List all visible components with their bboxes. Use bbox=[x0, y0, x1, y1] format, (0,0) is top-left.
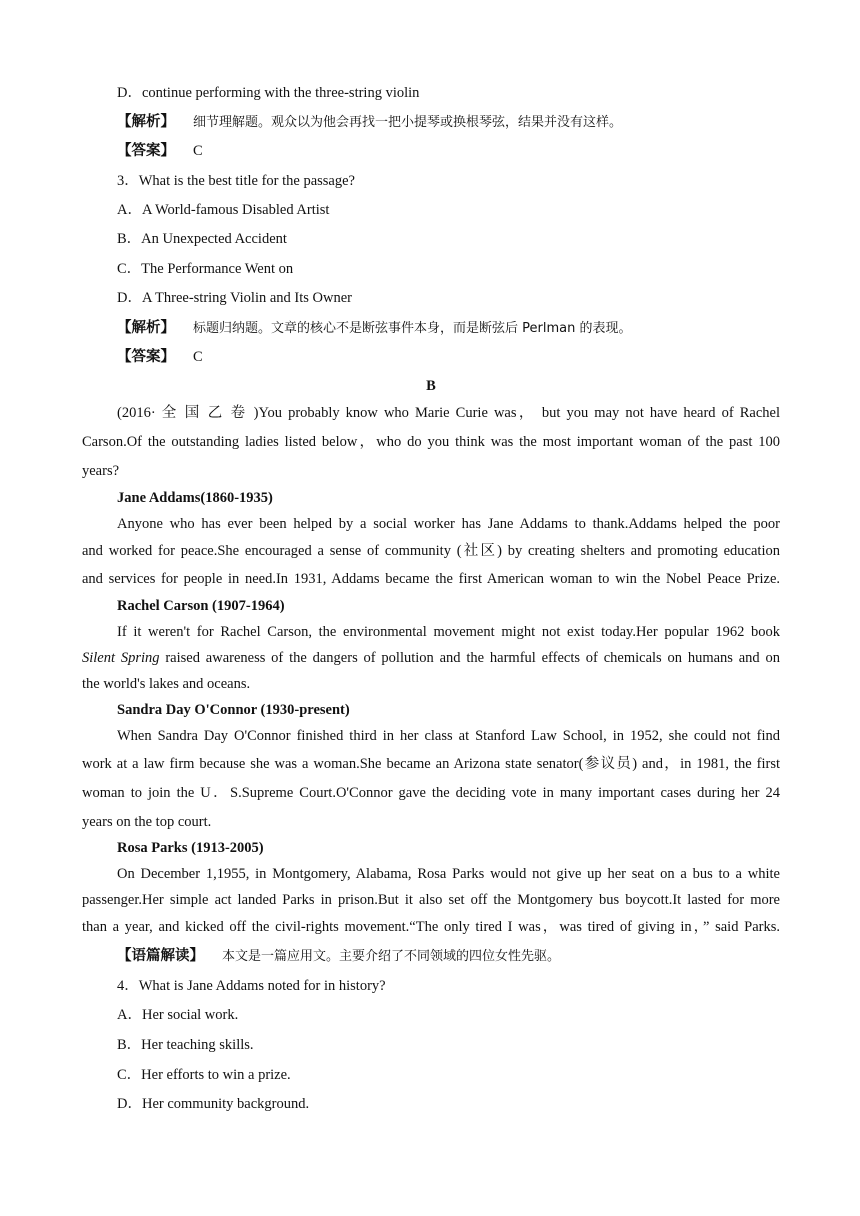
q2-option-d: D．continue performing with the three-string violin bbox=[117, 85, 420, 101]
oconnor-line-3: woman to join the U．S.Supreme Court.O'Connor gave the deciding vote in many important cases during her 24 bbox=[82, 785, 780, 801]
parks-line-2: passenger.Her simple act landed Parks in prison.But it also set off the Montgomery bus boycott.It lasted for more bbox=[82, 892, 780, 908]
answer-value: C bbox=[193, 143, 203, 159]
oconnor-line-2: work at a law firm because she was a woman.She became an Arizona state senator(参议员) and，in 1981, the first bbox=[82, 756, 780, 772]
reading-text: 本文是一篇应用文。主要介绍了不同领域的四位女性先驱。 bbox=[222, 949, 561, 964]
oconnor-line-4: years on the top court. bbox=[82, 814, 212, 830]
analysis-label: 【解析】 bbox=[117, 114, 175, 130]
analysis-text: 标题归纳题。文章的核心不是断弦事件本身，而是断弦后 Perlman 的表现。 bbox=[193, 321, 632, 336]
q4-option-d: D．Her community background. bbox=[117, 1096, 310, 1112]
q3-answer bbox=[117, 347, 203, 367]
reading-label: 【语篇解读】 bbox=[117, 948, 204, 964]
q4-option-b: B．Her teaching skills. bbox=[117, 1037, 254, 1053]
carson-line-1: If it weren't for Rachel Carson, the environmental movement might not exist today.Her popular 1962 book bbox=[117, 624, 780, 640]
addams-line-2: and worked for peace.She encouraged a sense of community (社区) by creating shelters and promoting education bbox=[82, 543, 780, 559]
woman-name-parks: Rosa Parks (1913-2005) bbox=[117, 840, 264, 856]
q4-option-a: A．Her social work. bbox=[117, 1007, 239, 1023]
q3-option-a: A．A World-famous Disabled Artist bbox=[117, 202, 330, 218]
addams-line-3: and services for people in need.In 1931, Addams became the first American woman to win the Nobel Peace Prize. bbox=[82, 571, 780, 587]
woman-name-addams: Jane Addams(1860-1935) bbox=[117, 490, 273, 506]
intro-line-2: Carson.Of the outstanding ladies listed below，who do you think was the most important woman of the past 100 bbox=[82, 434, 780, 450]
oconnor-line-1: When Sandra Day O'Connor finished third in her class at Stanford Law School, in 1952, she could not find bbox=[117, 728, 780, 744]
q3-option-d: D．A Three-string Violin and Its Owner bbox=[117, 290, 352, 306]
q2-analysis bbox=[117, 112, 622, 133]
carson-line-3: the world's lakes and oceans. bbox=[82, 676, 251, 692]
section-heading: B bbox=[426, 378, 436, 394]
analysis-label: 【解析】 bbox=[117, 320, 175, 336]
parks-line-1: On December 1,1955, in Montgomery, Alabama, Rosa Parks would not give up her seat on a bus to a white bbox=[117, 866, 780, 882]
answer-label: 【答案】 bbox=[117, 143, 175, 159]
book-title: Silent Spring bbox=[82, 650, 160, 666]
analysis-text: 细节理解题。观众以为他会再找一把小提琴或换根琴弦，结果并没有这样。 bbox=[193, 115, 623, 130]
intro-line-1: (2016· 全 国 乙 卷 )You probably know who Marie Curie was， but you may not have heard of Rachel bbox=[117, 405, 780, 421]
q2-answer bbox=[117, 141, 203, 161]
woman-name-oconnor: Sandra Day O'Connor (1930-present) bbox=[117, 702, 350, 718]
carson-line-2 bbox=[82, 648, 780, 668]
q3-option-b: B．An Unexpected Accident bbox=[117, 231, 287, 247]
reading-note bbox=[117, 946, 560, 967]
answer-label: 【答案】 bbox=[117, 349, 175, 365]
woman-name-carson: Rachel Carson (1907-1964) bbox=[117, 598, 285, 614]
answer-value: C bbox=[193, 349, 203, 365]
q3-analysis bbox=[117, 318, 631, 339]
intro-line-3: years? bbox=[82, 463, 120, 479]
q3-stem: 3．What is the best title for the passage? bbox=[117, 173, 355, 189]
q4-option-c: C．Her efforts to win a prize. bbox=[117, 1067, 291, 1083]
addams-line-1: Anyone who has ever been helped by a social worker has Jane Addams to thank.Addams helped the poor bbox=[117, 516, 780, 532]
q3-option-c: C．The Performance Went on bbox=[117, 261, 294, 277]
carson-line-2-text: raised awareness of the dangers of pollution and the harmful effects of chemicals on humans and on bbox=[165, 650, 781, 666]
parks-line-3: than a year, and kicked off the civil-rights movement.“The only tired I was，was tired of giving in，” said Parks. bbox=[82, 919, 780, 935]
q4-stem: 4．What is Jane Addams noted for in history? bbox=[117, 978, 386, 994]
